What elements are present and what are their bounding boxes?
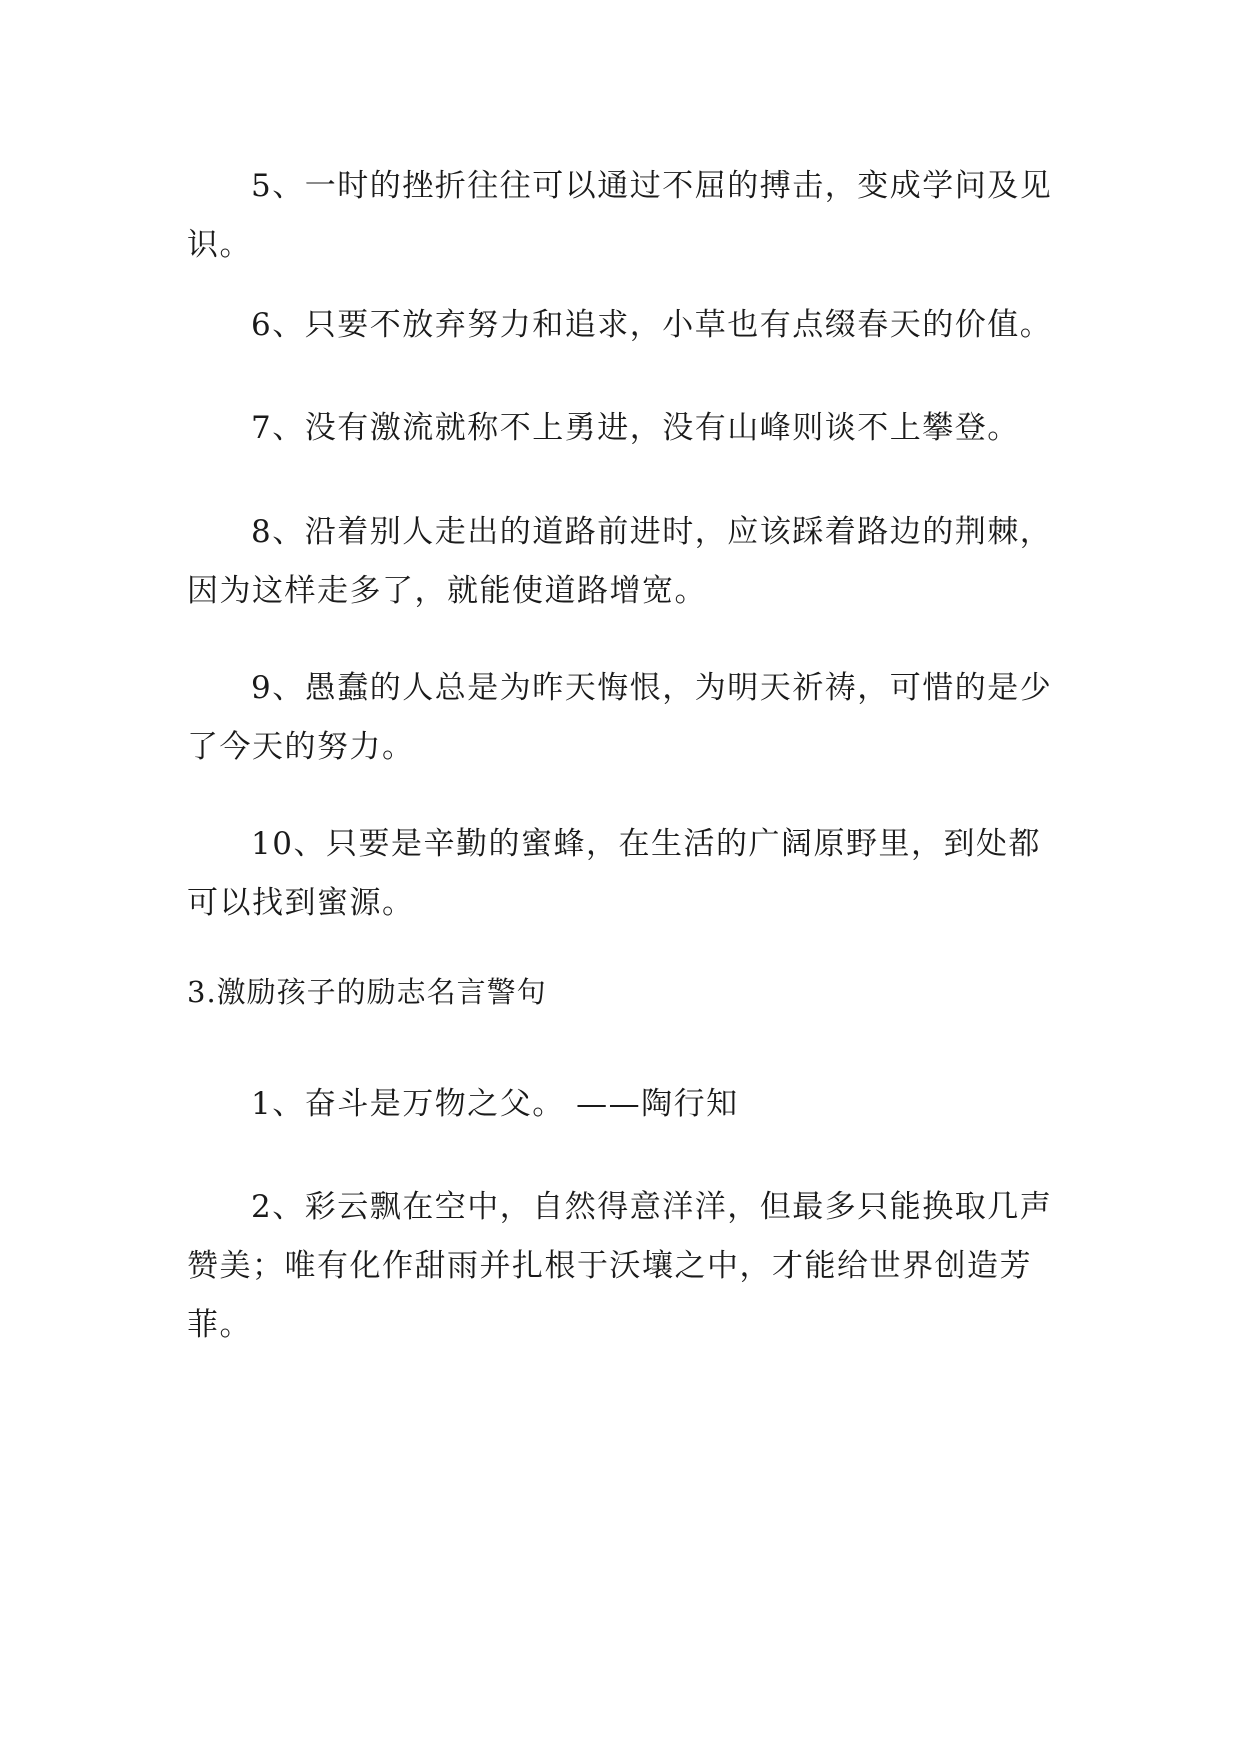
quote-paragraph-10: 10、只要是辛勤的蜜蜂，在生活的广阔原野里，到处都可以找到蜜源。 bbox=[187, 826, 1041, 921]
quote-paragraph-6: 6、只要不放弃努力和追求，小草也有点缀春天的价值。 bbox=[251, 307, 1053, 343]
quote-paragraph-1: 1、奋斗是万物之父。 ——陶行知 bbox=[251, 1086, 739, 1122]
quote-paragraph-5: 5、一时的挫折往往可以通过不屈的搏击，变成学问及见识。 bbox=[187, 168, 1053, 263]
document-page bbox=[187, 0, 1057, 1754]
quote-paragraph-2: 2、彩云飘在空中，自然得意洋洋，但最多只能换取几声赞美；唯有化作甜雨并扎根于沃壤之中，才能给世界创造芳菲。 bbox=[187, 1189, 1053, 1343]
quote-paragraph-7: 7、没有激流就称不上勇进，没有山峰则谈不上攀登。 bbox=[251, 410, 1020, 446]
quote-paragraph-9: 9、愚蠢的人总是为昨天悔恨，为明天祈祷，可惜的是少了今天的努力。 bbox=[187, 670, 1053, 765]
quote-paragraph-8: 8、沿着别人走出的道路前进时，应该踩着路边的荆棘，因为这样走多了，就能使道路增宽。 bbox=[187, 514, 1053, 609]
section-heading: 3.激励孩子的励志名言警句 bbox=[187, 975, 547, 1009]
